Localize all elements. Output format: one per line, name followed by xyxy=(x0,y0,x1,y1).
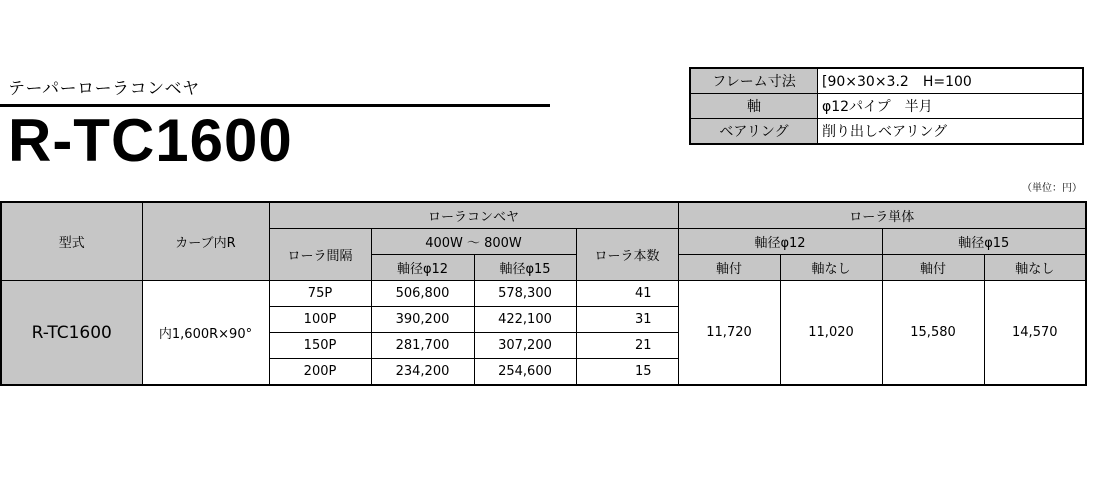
spec-value: [90×30×3.2 H=100 xyxy=(818,68,1084,94)
header-single-roller: ローラ単体 xyxy=(678,202,1086,229)
header-with-shaft: 軸付 xyxy=(882,255,984,281)
single12-without-cell: 11,020 xyxy=(780,281,882,386)
header-power: 400W 〜 800W xyxy=(371,229,576,255)
spec-label: フレーム寸法 xyxy=(690,68,818,94)
category-subtitle: テーパーローラコンベヤ xyxy=(8,79,200,99)
price-shaft15-cell: 254,600 xyxy=(474,359,576,386)
price-shaft12-cell: 281,700 xyxy=(371,333,474,359)
spec-table xyxy=(689,67,1084,145)
price-shaft15-cell: 422,100 xyxy=(474,307,576,333)
curve-cell: 内1,600R×90° xyxy=(142,281,269,386)
header-without-shaft: 軸なし xyxy=(780,255,882,281)
header-shaft15: 軸径φ15 xyxy=(474,255,576,281)
single15-with-cell: 15,580 xyxy=(882,281,984,386)
header-without-shaft: 軸なし xyxy=(984,255,1086,281)
spec-value: 削り出しベアリング xyxy=(818,119,1084,145)
header-single-shaft12: 軸径φ12 xyxy=(678,229,882,255)
price-shaft15-cell: 578,300 xyxy=(474,281,576,307)
roller-count-cell: 41 xyxy=(576,281,678,307)
pitch-cell: 150P xyxy=(269,333,371,359)
spec-label: 軸 xyxy=(690,94,818,119)
spec-row xyxy=(690,119,1083,145)
spec-row xyxy=(690,94,1083,119)
header-single-shaft15: 軸径φ15 xyxy=(882,229,1086,255)
header-conveyor: ローラコンベヤ xyxy=(269,202,678,229)
roller-count-cell: 15 xyxy=(576,359,678,386)
roller-count-cell: 31 xyxy=(576,307,678,333)
roller-count-cell: 21 xyxy=(576,333,678,359)
header-pitch: ローラ間隔 xyxy=(269,229,371,281)
price-shaft12-cell: 506,800 xyxy=(371,281,474,307)
header-model: 型式 xyxy=(1,202,142,281)
spec-row xyxy=(690,68,1083,94)
pitch-cell: 200P xyxy=(269,359,371,386)
header-shaft12: 軸径φ12 xyxy=(371,255,474,281)
table-row xyxy=(1,281,1086,307)
page-title: R-TC1600 xyxy=(8,107,293,174)
single12-with-cell: 11,720 xyxy=(678,281,780,386)
price-shaft12-cell: 234,200 xyxy=(371,359,474,386)
spec-label: ベアリング xyxy=(690,119,818,145)
price-shaft15-cell: 307,200 xyxy=(474,333,576,359)
price-shaft12-cell: 390,200 xyxy=(371,307,474,333)
header-curve: カーブ内R xyxy=(142,202,269,281)
price-table xyxy=(0,201,1087,386)
pitch-cell: 100P xyxy=(269,307,371,333)
header-with-shaft: 軸付 xyxy=(678,255,780,281)
single15-without-cell: 14,570 xyxy=(984,281,1086,386)
model-cell: R-TC1600 xyxy=(1,281,142,386)
header-roller-count: ローラ本数 xyxy=(576,229,678,281)
unit-note: （単位：円） xyxy=(1022,183,1082,194)
pitch-cell: 75P xyxy=(269,281,371,307)
spec-value: φ12パイプ 半月 xyxy=(818,94,1084,119)
header-row xyxy=(1,202,1086,229)
